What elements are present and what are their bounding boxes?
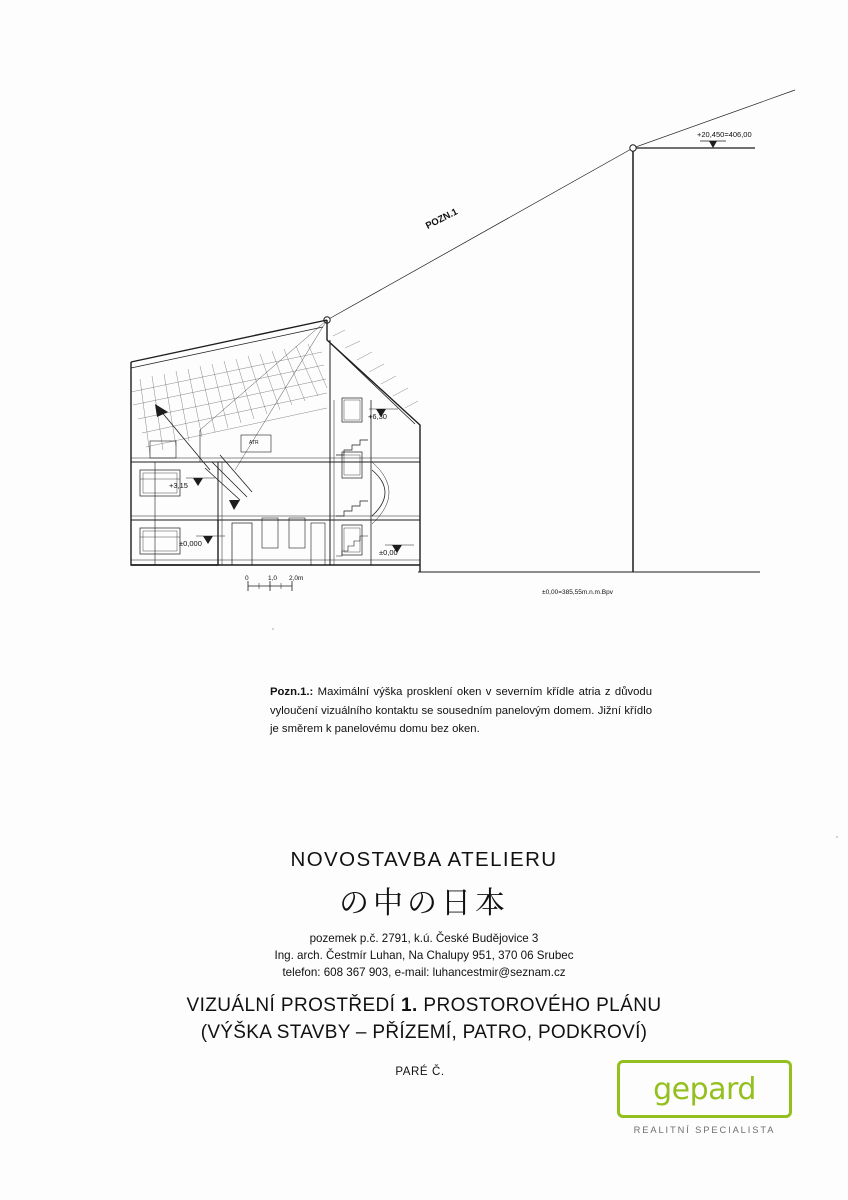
drawing-title-suffix: PROSTOROVÉHO PLÁNU xyxy=(423,995,662,1017)
datum-label: ±0,00=385,55m.n.m.Bpv xyxy=(542,589,613,596)
level-label-000: ±0,000 xyxy=(179,539,202,548)
pozn1-line-label: POZN.1 xyxy=(424,206,460,232)
drawing-title-number: 1. xyxy=(401,995,418,1017)
scan-speck xyxy=(272,628,274,630)
drawing-title xyxy=(0,995,848,1017)
scale-tick-1: 1,0 xyxy=(268,575,278,582)
level-label-top: +20,450=406,00 xyxy=(697,130,752,139)
level-label-315: +3,15 xyxy=(169,481,188,490)
logo-tagline: REALITNÍ SPECIALISTA xyxy=(633,1125,776,1135)
scale-tick-0: 0 xyxy=(245,575,249,582)
scale-tick-2: 2,0m xyxy=(289,575,304,582)
designer-line: Ing. arch. Čestmír Luhan, Na Chalupy 951, 370 06 Srubec xyxy=(274,948,574,962)
gepard-logo xyxy=(617,1060,792,1135)
logo-box xyxy=(617,1060,792,1118)
project-title: NOVOSTAVBA ATELIERU xyxy=(290,848,558,871)
drawing-subtitle: (VÝŠKA STAVBY – PŘÍZEMÍ, PATRO, PODKROVÍ) xyxy=(200,1022,648,1044)
title-block xyxy=(0,848,848,1078)
note-pozn1 xyxy=(270,683,652,738)
note-label: Pozn.1.: xyxy=(270,686,314,699)
copy-number-label: PARÉ Č. xyxy=(395,1066,445,1079)
project-title-cjk: の中の日本 xyxy=(339,886,509,921)
contact-line: telefon: 608 367 903, e-mail: luhancestmir@seznam.cz xyxy=(282,965,566,979)
level-label-000-right: ±0,00 xyxy=(379,548,398,557)
atrium-hatch-label: ATR xyxy=(249,440,259,446)
logo-wordmark: gepard xyxy=(653,1071,756,1107)
parcel-line: pozemek p.č. 2791, k.ú. České Budějovice 3 xyxy=(309,932,539,945)
note-text: Maximální výška prosklení oken v severním křídle atria z důvodu vyloučení vizuálního kontaktu se sousedním panelovým domem. Jižní křídlo je směrem k panelovému domu bez oken. xyxy=(270,686,652,735)
level-label-630: +6,30 xyxy=(368,412,387,421)
scan-speck xyxy=(836,836,838,838)
drawing-title-prefix: VIZUÁLNÍ PROSTŘEDÍ xyxy=(186,995,396,1017)
